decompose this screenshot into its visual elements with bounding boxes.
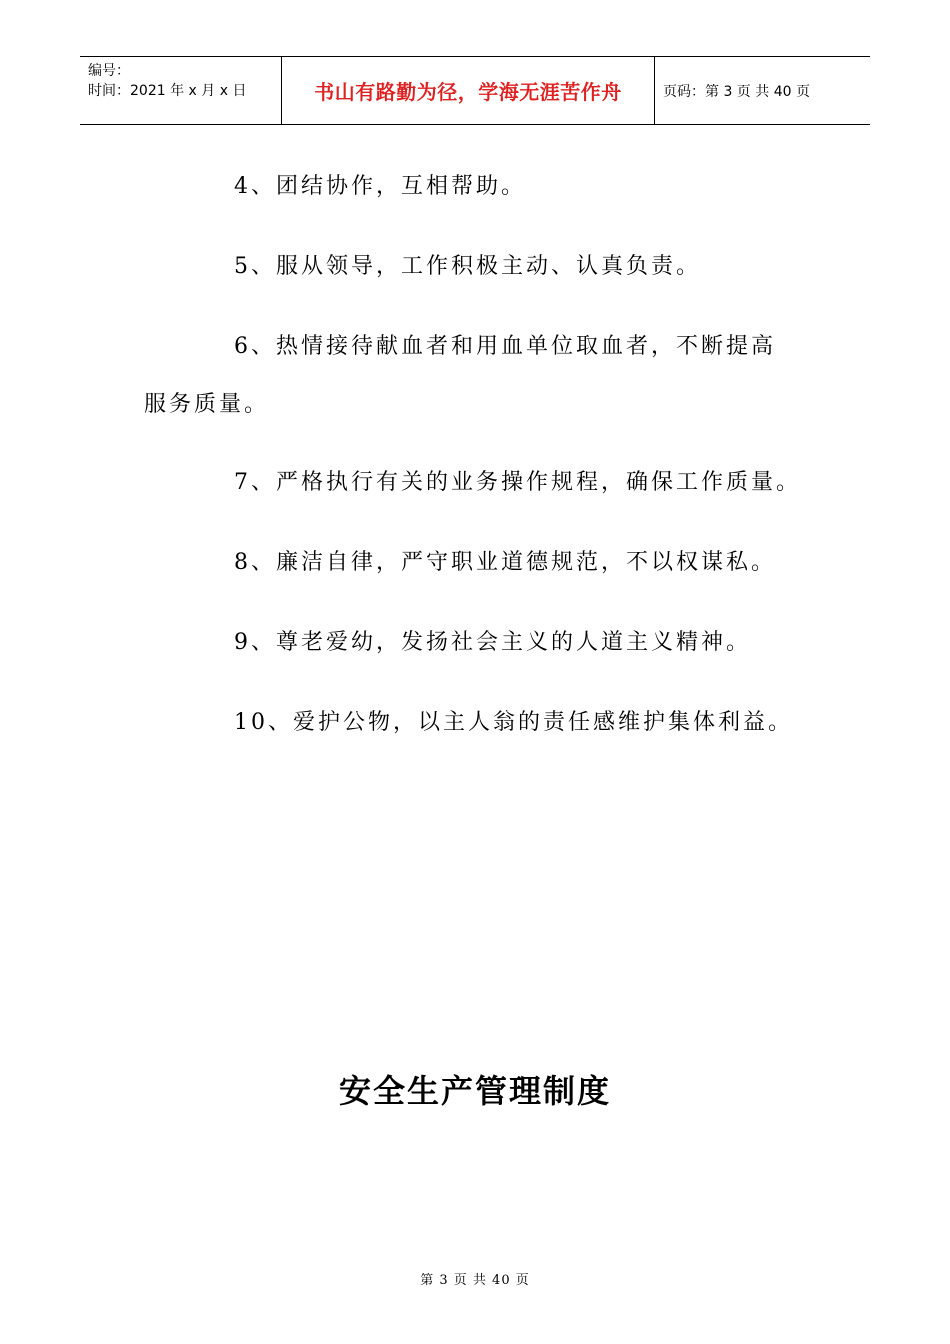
rule-item-10: 10、爱护公物，以主人翁的责任感维护集体利益。 bbox=[234, 710, 793, 735]
page-footer: 第 3 页 共 40 页 bbox=[420, 1273, 530, 1288]
header-motto: 书山有路勤为径，学海无涯苦作舟 bbox=[281, 57, 655, 124]
rule-item-6: 6、热情接待献血者和用血单位取血者，不断提高 bbox=[234, 334, 776, 359]
rule-item-9: 9、尊老爱幼，发扬社会主义的人道主义精神。 bbox=[234, 630, 751, 655]
page-header bbox=[80, 56, 870, 125]
document-number-label: 编号： bbox=[88, 63, 130, 79]
rule-item-5: 5、服从领导，工作积极主动、认真负责。 bbox=[234, 254, 701, 279]
rule-item-4: 4、团结协作，互相帮助。 bbox=[234, 174, 526, 199]
rule-item-7: 7、严格执行有关的业务操作规程，确保工作质量。 bbox=[234, 470, 801, 495]
header-meta bbox=[80, 57, 281, 124]
section-title: 安全生产管理制度 bbox=[338, 1072, 611, 1110]
rule-item-6-continued: 服务质量。 bbox=[144, 392, 270, 417]
header-page-info: 页码：第 3 页 共 40 页 bbox=[663, 83, 810, 100]
rule-item-8: 8、廉洁自律，严守职业道德规范，不以权谋私。 bbox=[234, 550, 776, 575]
document-date: 时间：2021 年 x 月 x 日 bbox=[88, 83, 247, 99]
